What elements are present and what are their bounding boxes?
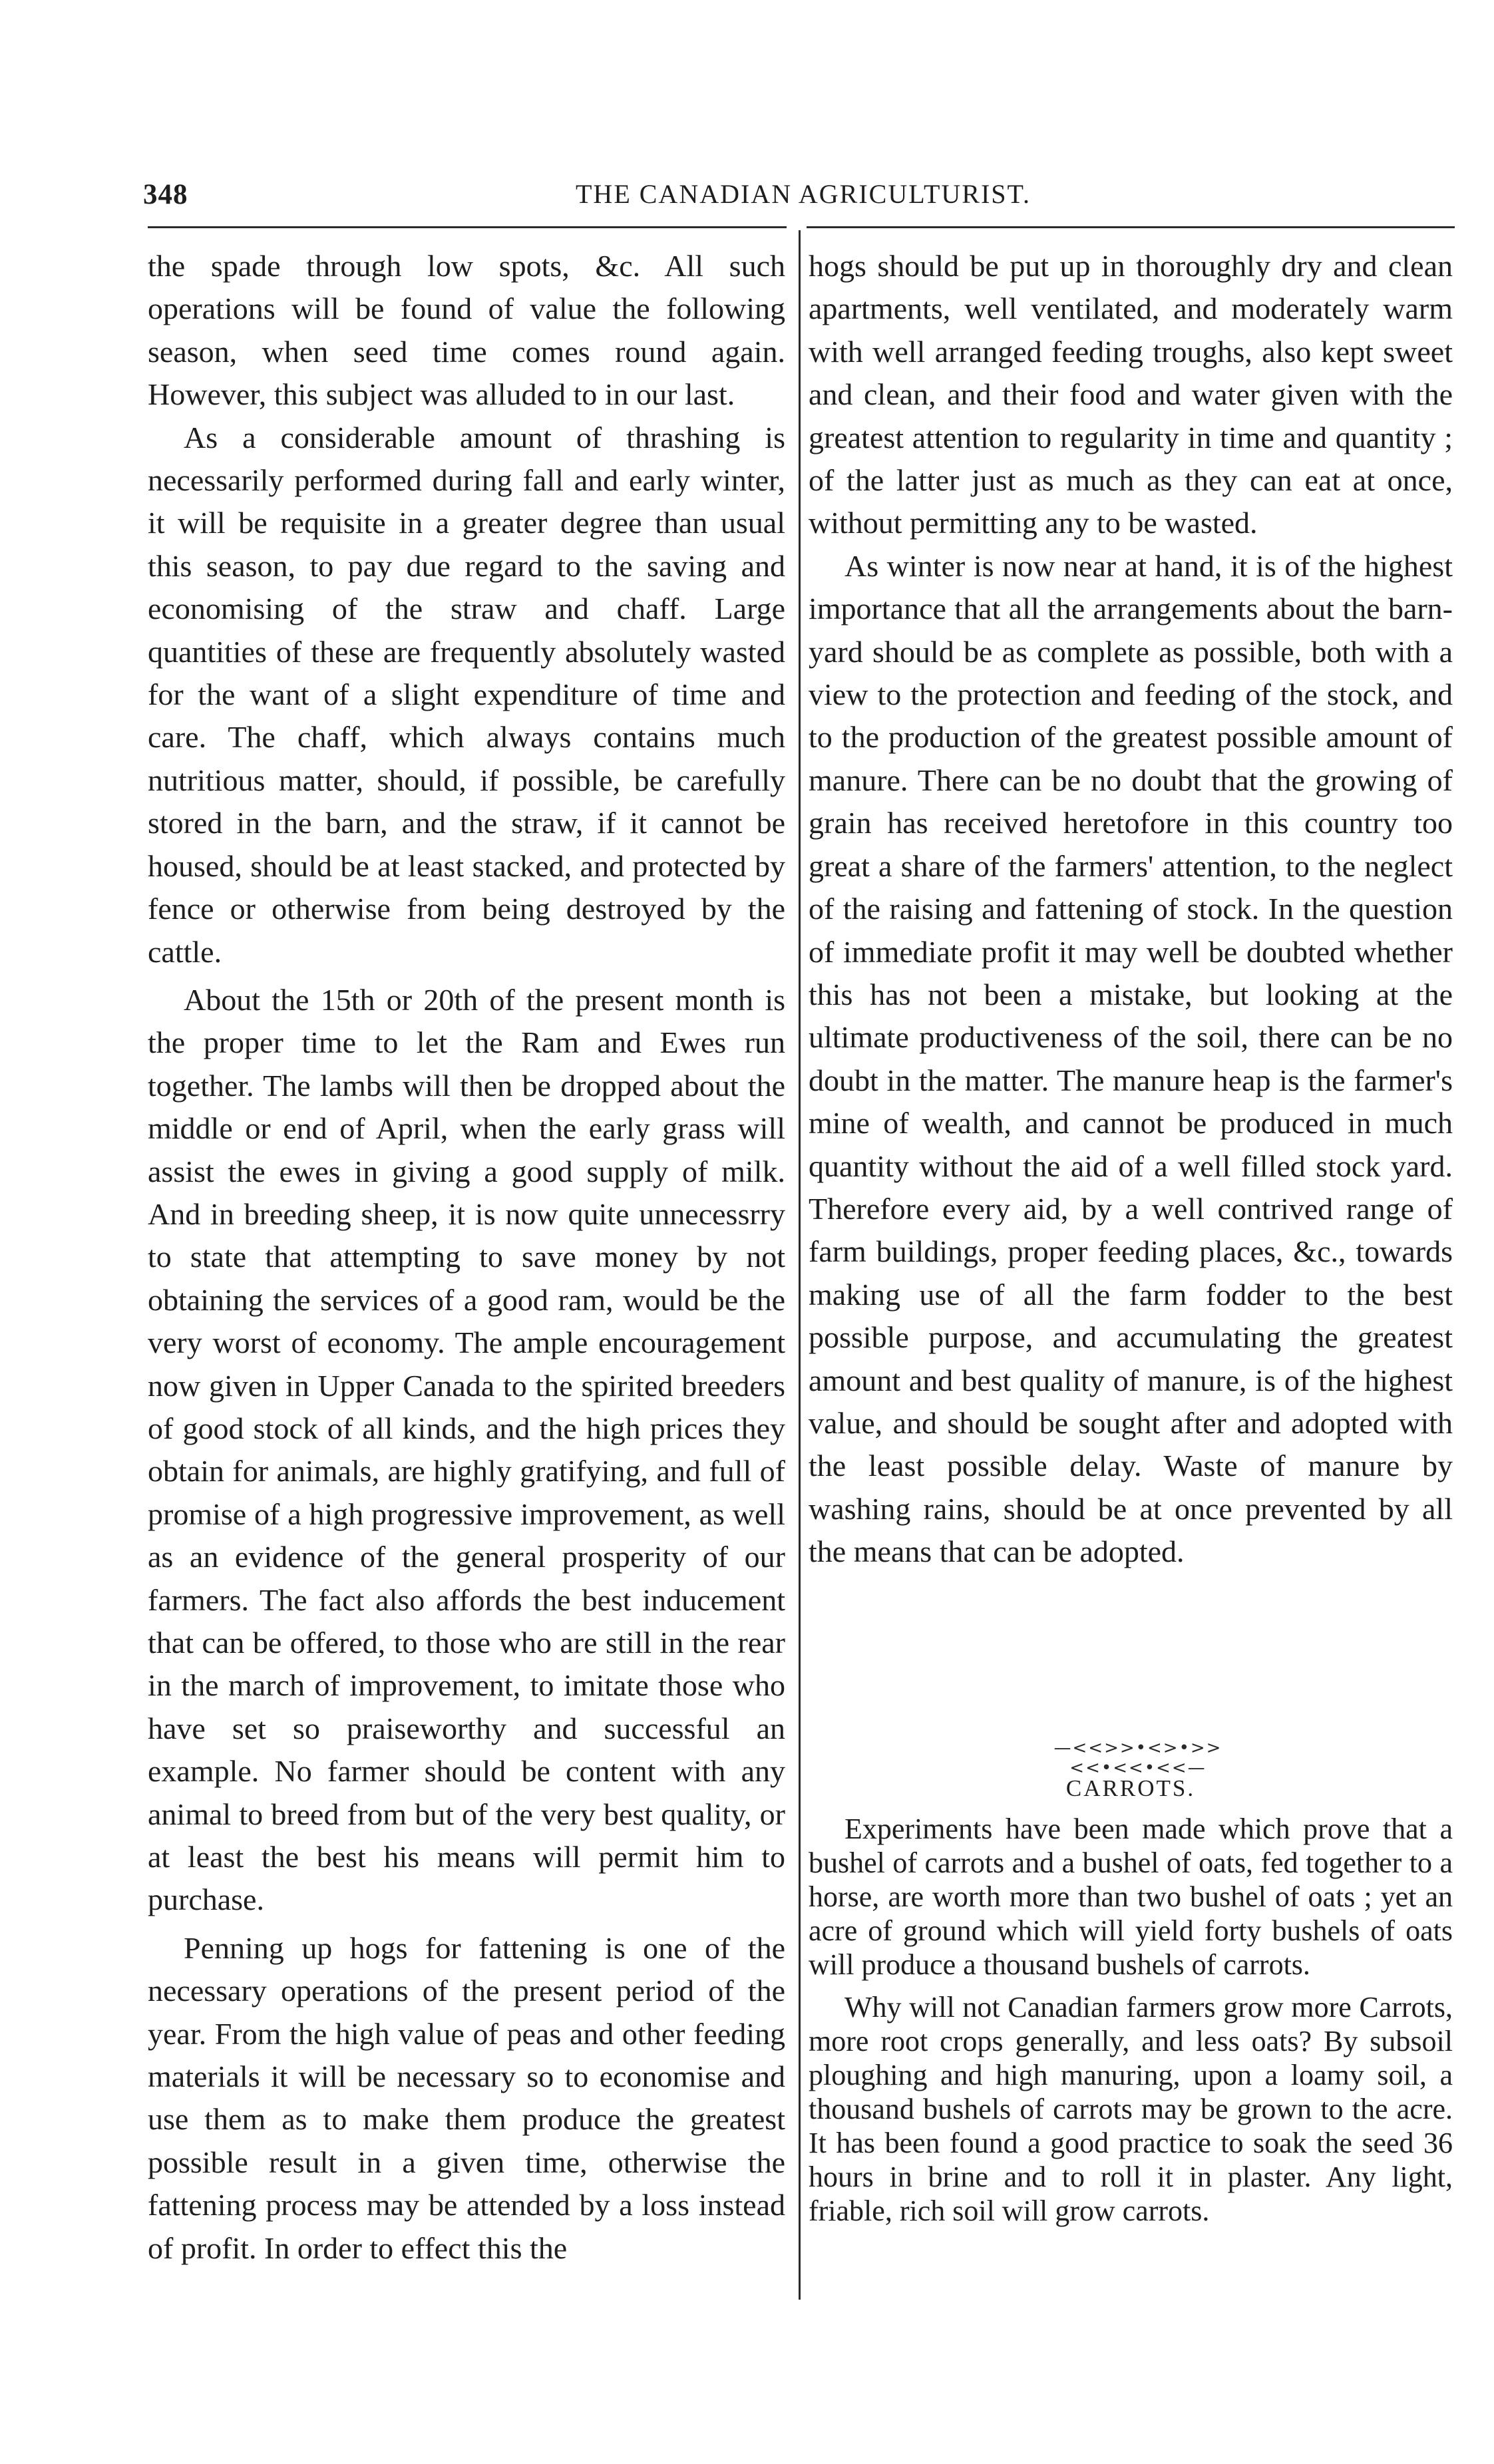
column-divider	[799, 230, 801, 2300]
carrots-heading: CARROTS.	[1065, 1775, 1196, 1801]
carrots-paragraph-experiments: Experiments have been made which prove that a bushel of carrots and a bushel of oats, fed together to a horse, are worth more than two bushel of oats ; yet an acre of ground which will yield forty bushels of oats will produce a thousand bushels of carrots.	[809, 1813, 1453, 1981]
left-column	[148, 245, 785, 2270]
paragraph-penning-hogs: Penning up hogs for fattening is one of the necessary operations of the present period of the year. From the high value of peas and other feeding materials it will be necessary so to economise and use them as to make them produce the greatest possible result in a given time, otherwise the fattening process may be attended by a loss instead of profit. In order to effect this the	[148, 1930, 785, 2265]
paragraph-barn-yard: As winter is now near at hand, it is of the highest importance that all the arrangements about the barn-yard should be as complete as possible, both with a view to the protection and feeding of the stock, and to the production of the greatest possible amount of manure. There can be no doubt that the growing of grain has received heretofore in this country too great a share of the farmers' attention, to the neglect of the raising and fattening of stock. In the question of immediate profit it may well be doubted whether this has not been a mistake, but looking at the ultimate productiveness of the soil, there can be no doubt in the matter. The manure heap is the farmer's mine of wealth, and cannot be produced in much quantity without the aid of a well filled stock yard. Therefore every aid, by a well contrived range of farm buildings, proper feeding places, &c., towards making use of all the farm fodder to the best possible purpose, and accumulating the greatest amount and best quality of manure, is of the highest value, and should be sought after and adopted with the least possible delay. Waste of manure by washing rains, should be at once prevented by all the means that can be adopted.	[809, 548, 1453, 1569]
page-header	[143, 178, 1454, 218]
page-number: 348	[143, 179, 188, 210]
carrots-article	[809, 1812, 1453, 2228]
paragraph-thrashing: As a considerable amount of thrashing is necessarily performed during fall and early winter, it will be requisite in a greater degree than usual this season, to pay due regard to the saving and economising of the straw and chaff. Large quantities of these are frequently absolutely wasted for the want of a slight expenditure of time and care. The chaff, which always contains much nutritious matter, should, if possible, be carefully stored in the barn, and the straw, if it cannot be housed, should be at least stacked, and protected by fence or otherwise from being destroyed by the cattle.	[148, 420, 785, 969]
right-column	[809, 245, 1453, 1574]
paragraph-straw-continued: the spade through low spots, &c. All such operations will be found of value the following season, when seed time comes round again. However, this subject was alluded to in our last.	[148, 249, 785, 412]
header-rule-right	[807, 226, 1455, 228]
paragraph-hogs-continued: hogs should be put up in thoroughly dry and clean apartments, well ventilated, and moderately warm with well arranged feeding troughs, also kept sweet and clean, and their food and water given with the greatest attention to regularity in time and quantity ; of the latter just as much as they can eat at once, without permitting any to be wasted.	[809, 249, 1453, 540]
header-rule-left	[148, 226, 787, 228]
paragraph-ram-and-ewes: About the 15th or 20th of the present month is the proper time to let the Ram and Ewes run together. The lambs will then be dropped about the middle or end of April, when the early grass will assist the ewes in giving a good supply of milk. And in breeding sheep, it is now quite unnecessrry to state that attempting to save money by not obtaining the services of a good ram, would be the very worst of economy. The ample encouragement now given in Upper Canada to the spirited breeders of good stock of all kinds, and the high prices they obtain for animals, are highly gratifying, and full of promise of a high progressive improvement, as well as an evidence of the general prosperity of our farmers. The fact also affords the best inducement that can be offered, to those who are still in the rear in the march of improvement, to imitate those who have set so praiseworthy and successful an example. No farmer should be content with any animal to breed from but of the very best quality, or at least the best his means will permit him to purchase.	[148, 982, 785, 1917]
carrots-paragraph-root-crops: Why will not Canadian farmers grow more Carrots, more root crops generally, and less oats? By subsoil ploughing and high manuring, upon a loamy soil, a thousand bushels of carrots may be grown to the acre. It has been found a good practice to soak the seed 36 hours in brine and to roll it in plaster. Any light, friable, rich soil will grow carrots.	[809, 1991, 1453, 2227]
running-title: THE CANADIAN AGRICULTURIST.	[576, 179, 1031, 209]
section-ornament: —<<>>•<>•>><<•<<•<<—	[1053, 1738, 1222, 1778]
